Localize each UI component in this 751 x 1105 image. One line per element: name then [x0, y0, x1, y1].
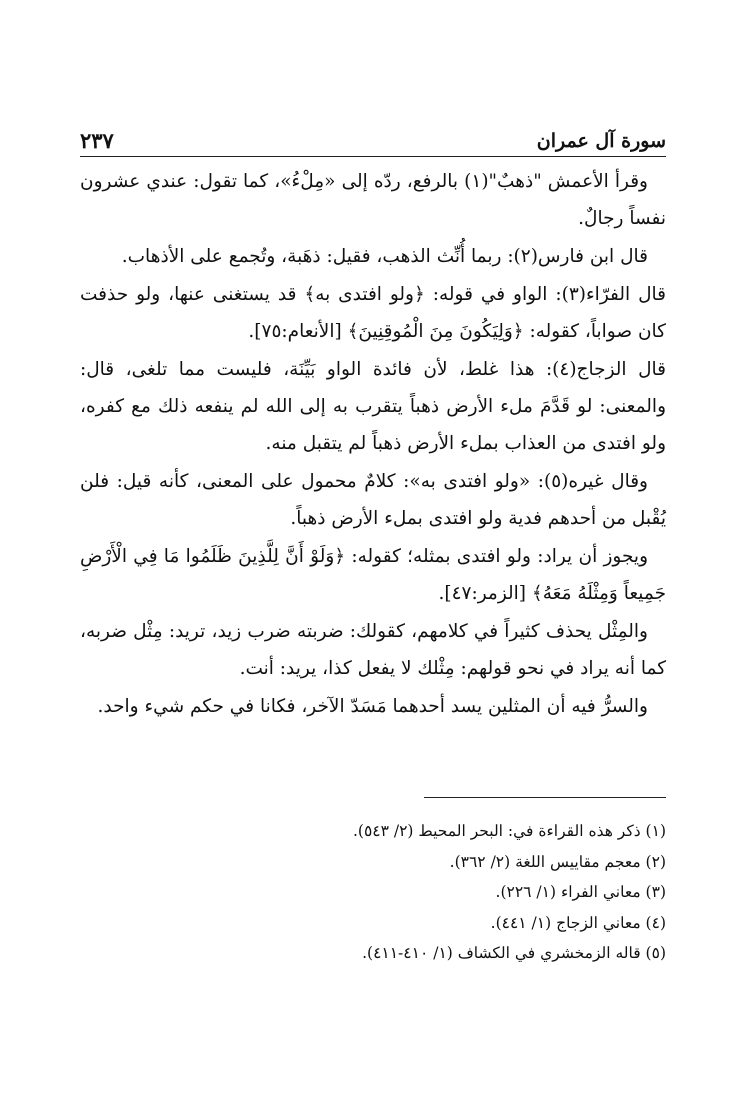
main-text [80, 163, 666, 725]
paragraph-mithl-deletion: والمِثْل يحذف كثيراً في كلامهم، كقولك: ضربته ضرب زيد، تريد: مِثْل ضربه، كما أنه يراد في نحو قولهم: مِثْلك لا يفعل كذا، يريد: أنت. [80, 621, 666, 679]
book-page [80, 124, 666, 726]
footnote-divider [424, 797, 666, 798]
footnote-item: (١) ذكر هذه القراءة في: البحر المحيط (٢/ ٥٤٣). [352, 822, 666, 840]
page-header [80, 124, 666, 157]
footnote-item: (٥) قاله الزمخشري في الكشاف (١/ ٤١٠-٤١١). [362, 944, 666, 962]
surah-title: سورة آل عمران [536, 130, 666, 152]
footnote-item: (٢) معجم مقاييس اللغة (٢/ ٣٦٢). [449, 852, 666, 871]
footnote-item: (٤) معاني الزجاج (١/ ٤٤١). [490, 913, 666, 932]
footnote-item: (٣) معاني الفراء (١/ ٢٢٦). [495, 883, 666, 901]
paragraph-other-opinion: وقال غيره(٥): «ولو افتدى به»: كلامٌ محمول على المعنى، كأنه قيل: فلن يُقْبل من أحدهم فدية ولو افتدى بملء الأرض ذهباً. [80, 471, 666, 529]
paragraph-zajjaj: قال الزجاج(٤): هذا غلط، لأن فائدة الواو بَيِّنَة، فليست مما تلغى، قال: والمعنى: لو قَدَّمَ ملء الأرض ذهباً يتقرب به إلى الله لم ينفعه ذلك مع كفره، ولو افتدى من العذاب بملء الأرض ذهباً لم يتقبل منه. [80, 359, 666, 454]
page-number: ٢٣٧ [80, 128, 114, 153]
paragraph-amash-reading: وقرأ الأعمش "ذهبٌ"(١) بالرفع، ردّه إلى «مِلْءُ»، كما تقول: عندي عشرون نفساً رجالٌ. [80, 171, 666, 229]
paragraph-farra: قال الفرّاء(٣): الواو في قوله: ﴿ولو افتدى به﴾ قد يستغنى عنها، ولو حذفت كان صواباً، كقوله: ﴿وَلِيَكُونَ مِنَ الْمُوقِنِينَ﴾ [الأنعام:٧٥]. [80, 284, 667, 342]
paragraph-ibn-faris: قال ابن فارس(٢): ربما أُنِّث الذهب، فقيل: ذهَبة، وتُجمع على الأذهاب. [121, 246, 648, 267]
paragraph-mithl-verse: ويجوز أن يراد: ولو افتدى بمثله؛ كقوله: ﴿وَلَوْ أَنَّ لِلَّذِينَ ظَلَمُوا مَا فِي الْأَرْضِ جَمِيعاً وَمِثْلَهُ مَعَهُ﴾ [الزمر:٤٧]. [80, 546, 666, 604]
footnotes-list [80, 816, 666, 969]
paragraph-secret: والسرُّ فيه أن المثلين يسد أحدهما مَسَدّ الآخر، فكانا في حكم شيء واحد. [97, 696, 648, 717]
